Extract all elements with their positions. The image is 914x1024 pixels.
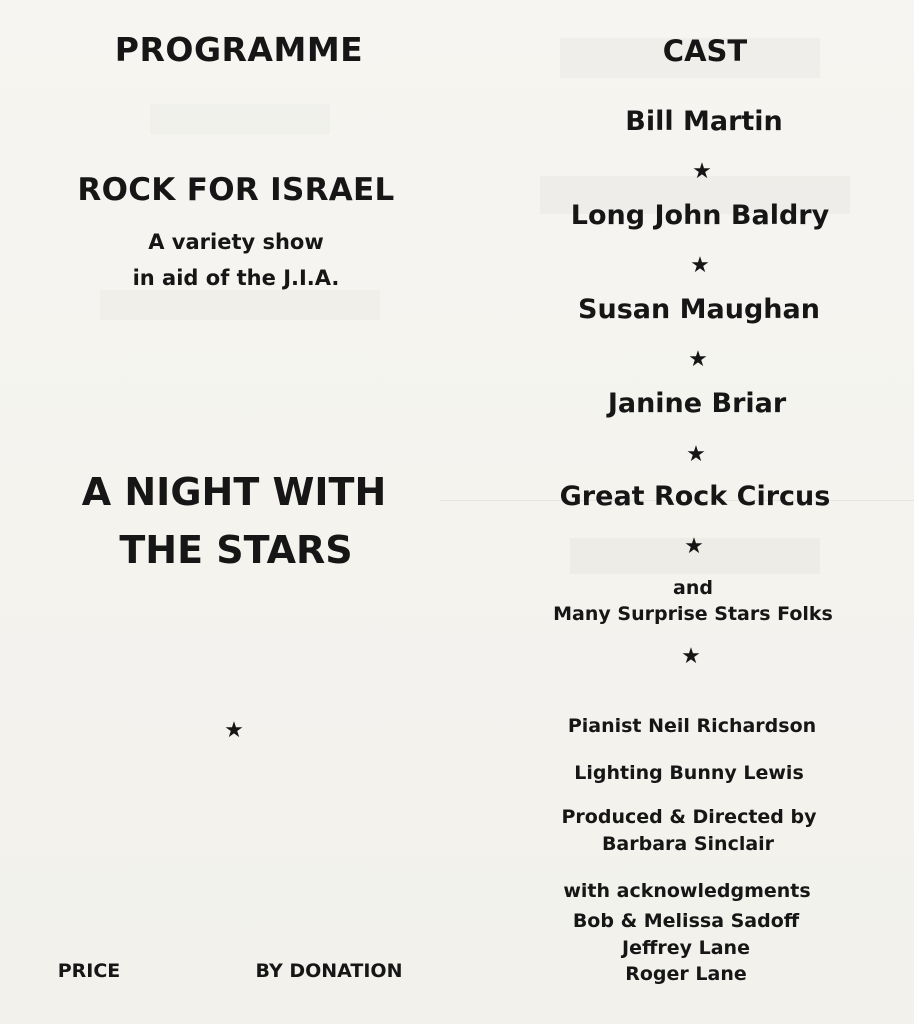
cast-name: Great Rock Circus bbox=[559, 481, 831, 512]
show-subtitle-line-1: A variety show bbox=[148, 230, 324, 254]
price-value: BY DONATION bbox=[255, 960, 403, 982]
programme-title: PROGRAMME bbox=[114, 30, 364, 69]
cast-title: CAST bbox=[662, 34, 748, 68]
surprise-stars: Many Surprise Stars Folks bbox=[553, 603, 833, 625]
show-through-block-3 bbox=[150, 104, 330, 134]
producer-credit-line-2: Barbara Sinclair bbox=[601, 833, 775, 855]
star-icon: ★ bbox=[686, 442, 706, 467]
star-icon: ★ bbox=[690, 253, 710, 278]
star-icon: ★ bbox=[684, 534, 704, 559]
acknowledgment-name: Roger Lane bbox=[625, 963, 747, 985]
headline-line-1: A NIGHT WITH bbox=[81, 470, 387, 514]
price-label: PRICE bbox=[57, 960, 121, 982]
cast-name: Bill Martin bbox=[625, 106, 783, 137]
acknowledgment-name: Jeffrey Lane bbox=[622, 937, 750, 959]
cast-name: Long John Baldry bbox=[570, 200, 830, 231]
star-icon: ★ bbox=[688, 347, 708, 372]
and-label: and bbox=[673, 577, 713, 599]
star-icon: ★ bbox=[681, 644, 701, 669]
acknowledgment-name: Bob & Melissa Sadoff bbox=[572, 910, 800, 932]
acknowledgments-label: with acknowledgments bbox=[563, 880, 811, 902]
headline-line-2: THE STARS bbox=[119, 528, 353, 572]
cast-name: Susan Maughan bbox=[578, 294, 820, 325]
pianist-credit: Pianist Neil Richardson bbox=[567, 715, 817, 737]
lighting-credit: Lighting Bunny Lewis bbox=[574, 762, 804, 784]
star-icon: ★ bbox=[692, 159, 712, 184]
producer-credit-line-1: Produced & Directed by bbox=[561, 806, 817, 828]
star-icon: ★ bbox=[224, 718, 244, 743]
show-title: ROCK FOR ISRAEL bbox=[77, 172, 395, 208]
show-through-block-4 bbox=[100, 290, 380, 320]
show-subtitle-line-2: in aid of the J.I.A. bbox=[132, 266, 340, 290]
cast-name: Janine Briar bbox=[607, 388, 787, 419]
